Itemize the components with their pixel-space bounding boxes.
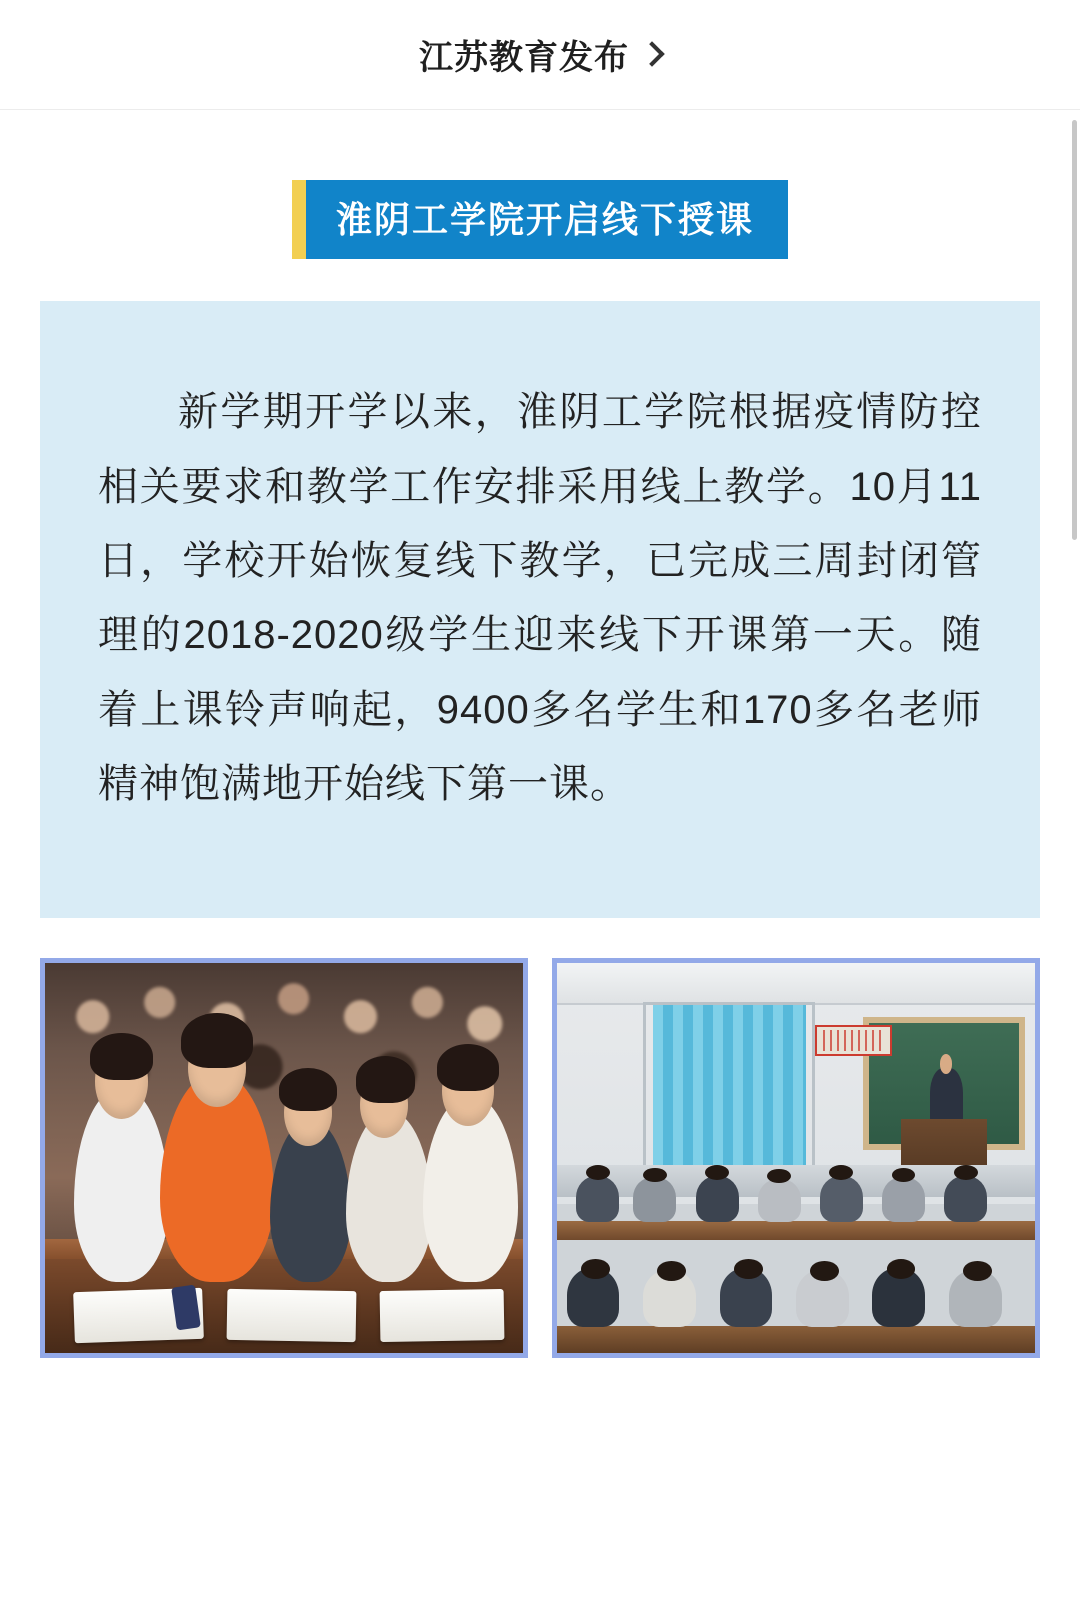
photo2-student <box>576 1176 619 1222</box>
photo2-student <box>820 1176 863 1222</box>
photo1-hair-5 <box>437 1044 499 1091</box>
photo2-student <box>944 1176 987 1222</box>
photo1-hair-3 <box>279 1068 336 1111</box>
photo1-book-2 <box>226 1289 356 1342</box>
photo2-desk-front <box>557 1326 1035 1353</box>
photo2-window-frame <box>643 1002 815 1174</box>
article-text-card <box>40 301 1040 917</box>
photo2-student-row-front <box>557 1263 1035 1353</box>
article-body <box>0 180 1080 1368</box>
photo2-wall-banner <box>815 1025 891 1056</box>
photo2-student <box>696 1176 739 1222</box>
photo2-head <box>734 1259 763 1279</box>
photo2-banner-text <box>823 1030 884 1051</box>
photo2-head <box>657 1261 686 1281</box>
photo2-head <box>581 1259 610 1279</box>
photo1-hair-2 <box>181 1013 253 1068</box>
article-photo-row <box>40 958 1040 1368</box>
photo2-teacher-head <box>940 1054 952 1074</box>
photo2-head <box>954 1165 978 1180</box>
photo2-student <box>633 1177 676 1222</box>
photo2-head <box>586 1165 610 1180</box>
photo2-student-row-back <box>557 1165 1035 1240</box>
photo1-hair-1 <box>90 1033 152 1080</box>
photo2-head <box>887 1259 916 1279</box>
chevron-right-icon[interactable] <box>639 41 664 66</box>
photo2-students <box>557 1165 1035 1352</box>
photo-classroom-teacher[interactable] <box>552 958 1040 1358</box>
photo2-head <box>643 1168 667 1182</box>
photo2-head <box>892 1168 916 1182</box>
photo-lecture-hall-students[interactable] <box>40 958 528 1358</box>
photo1-hair-4 <box>356 1056 416 1103</box>
article-title: 淮阴工学院开启线下授课 <box>335 199 754 240</box>
account-name: 江苏教育发布 <box>419 39 629 77</box>
photo-content <box>45 963 523 1353</box>
photo2-head <box>810 1261 839 1281</box>
photo2-ceiling <box>557 963 1035 1006</box>
photo-content <box>557 963 1035 1353</box>
article-paragraph: 新学期开学以来，淮阴工学院根据疫情防控相关要求和教学工作安排采用线上教学。10月11日，学校开始恢复线下教学，已完成三周封闭管理的2018-2020级学生迎来线下开课第一天。随着上课铃声响起，9400多名学生和170多名老师精神饱满地开始线下第一课。 <box>98 390 982 807</box>
photo1-book-3 <box>379 1289 504 1342</box>
photo2-student <box>882 1177 925 1222</box>
vertical-scrollbar[interactable] <box>1072 120 1077 540</box>
photo2-desk-back <box>557 1221 1035 1240</box>
page-header <box>0 0 1080 110</box>
article-title-badge <box>292 180 788 259</box>
photo2-student <box>758 1179 801 1222</box>
account-entry[interactable] <box>419 30 661 79</box>
photo2-head <box>963 1261 992 1281</box>
article-title-row <box>40 180 1040 259</box>
